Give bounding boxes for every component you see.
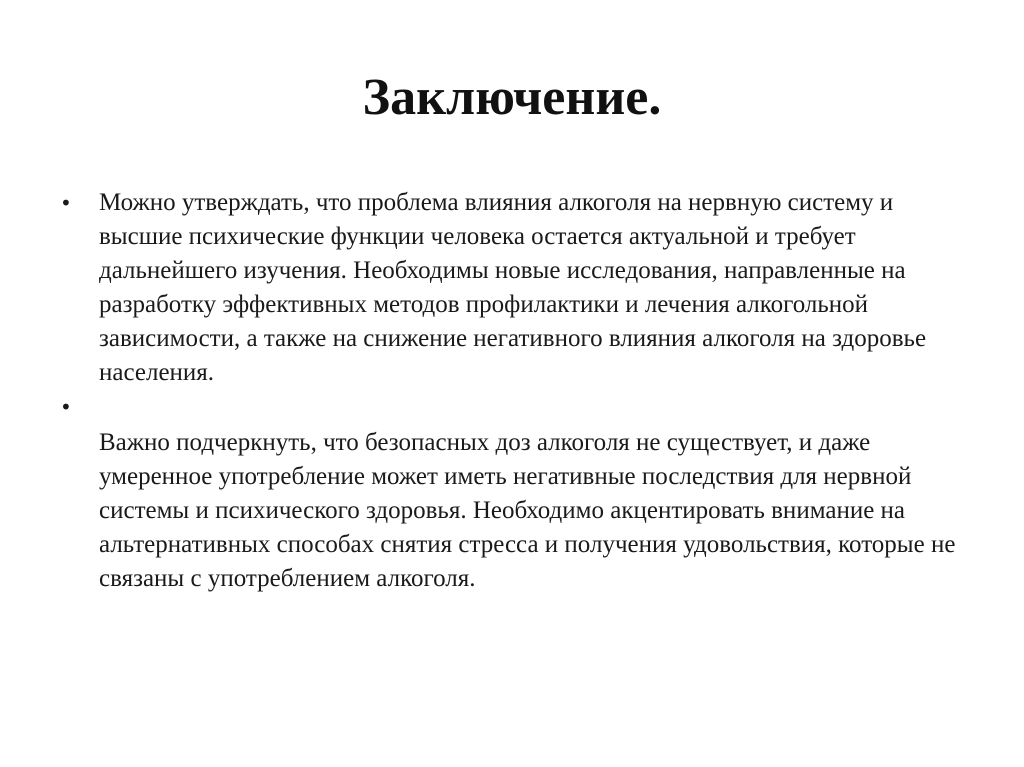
bullet-icon: • [60,191,72,215]
bullet-text: Важно подчеркнуть, что безопасных доз алкоголя не существует, и даже умеренное употребление может иметь негативные последствия для нервной системы и психического здоровья. Необходимо акцентировать внимание на альтернативных способах снятия стресса и получения удовольствия, которые не связаны с употреблением алкоголя. [99,429,956,592]
bullet-text: Можно утверждать, что проблема влияния алкоголя на нервную систему и высшие психические функции человека остается актуальной и требует дальнейшего изучения. Необходимы новые исследования, направленные на разработку эффективных методов профилактики и лечения алкогольной зависимости, а также на снижение негативного влияния алкоголя на здоровье населения. [99,189,927,386]
list-item [56,186,956,390]
slide-title: Заключение. [362,69,662,126]
bullet-list [56,186,956,596]
bullet-icon: • [60,395,72,419]
list-item [56,390,956,596]
